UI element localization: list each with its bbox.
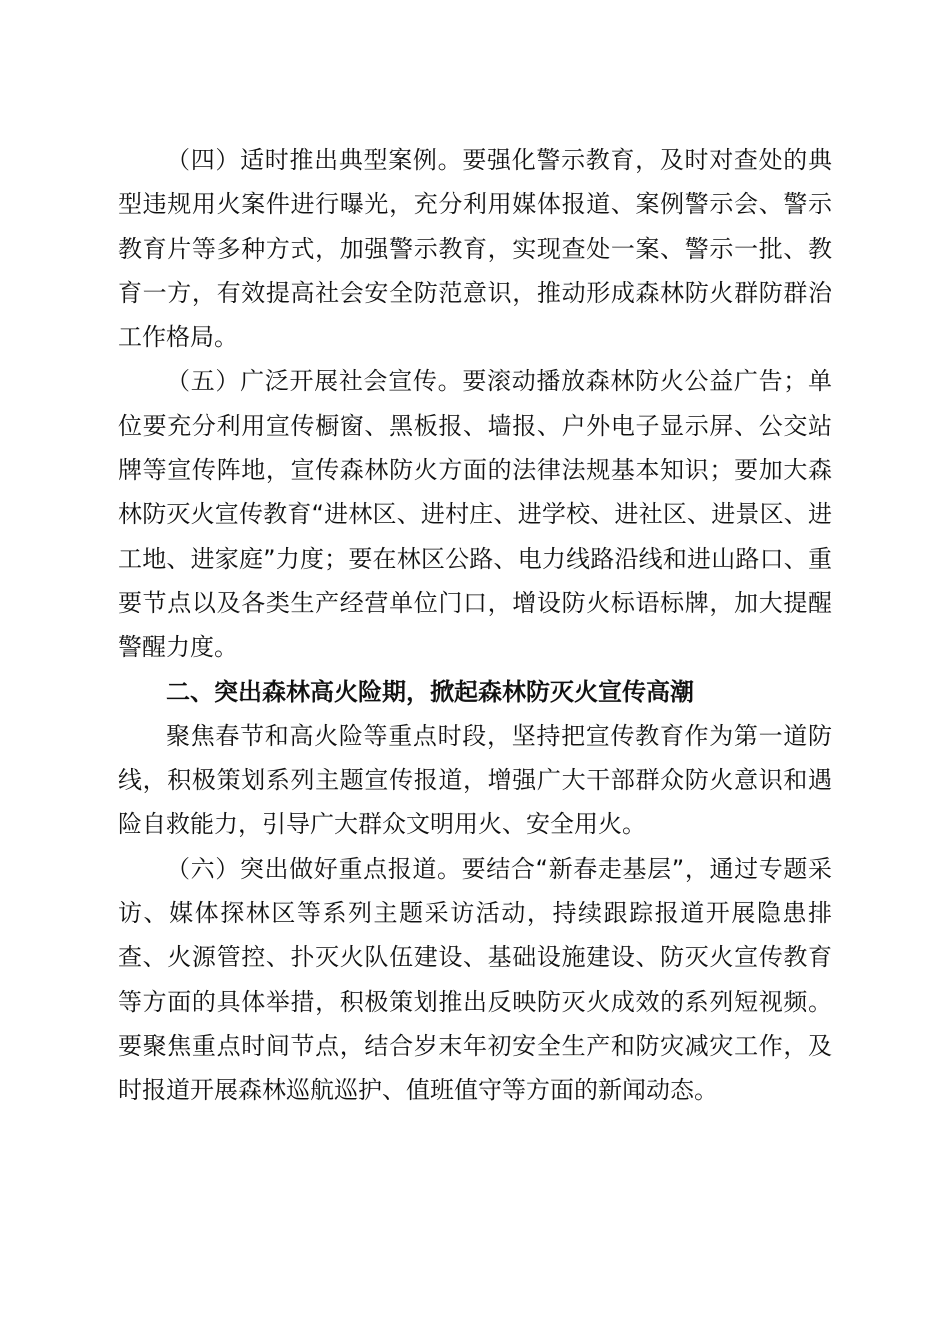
paragraph-four-lead: （四）适时推出典型案例。 (166, 146, 463, 174)
paragraph-four (118, 138, 832, 359)
section-heading: 二、突出森林高火险期，掀起森林防灭火宣传高潮 (166, 677, 694, 706)
paragraph-five-lead: （五）广泛开展社会宣传。 (166, 367, 463, 396)
paragraph-five-text: 要滚动播放森林防火公益广告；单位要充分利用宣传橱窗、黑板报、墙报、户外电子显示屏、公交站牌等宣传阵地，宣传森林防火方面的法律法规基本知识；要加大森林防灭火宣传教育“进林区、进村庄、进学校、进社区、进景区、进工地、进家庭”力度；要在林区公路、电力线路沿线和进山路口、重要节点以及各类生产经营单位门口，增设防火标语标牌，加大提醒警醒力度。 (118, 367, 833, 662)
paragraph-six-text: 要结合“新春走基层”，通过专题采访、媒体探林区等系列主题采访活动，持续跟踪报道开展隐患排查、火源管控、扑灭火队伍建设、基础设施建设、防灭火宣传教育等方面的具体举措，积极策划推出反映防灭火成效的系列短视频。要聚焦重点时间节点，结合岁末年初安全生产和防灾减灾工作，及时报道开展森林巡航巡护、值班值守等方面的新闻动态。 (118, 854, 833, 1105)
paragraph-six-lead: （六）突出做好重点报道。 (166, 854, 462, 883)
paragraph-five (118, 359, 832, 669)
paragraph-four-text: 要强化警示教育，及时对查处的典型违规用火案件进行曝光，充分利用媒体报道、案例警示会、警示教育片等多种方式，加强警示教育，实现查处一案、警示一批、教育一方，有效提高社会安全防范意识，推动形成森林防火群防群治工作格局。 (118, 146, 833, 352)
paragraph-six (118, 847, 832, 1113)
section-intro: 聚焦春节和高火险等重点时段，坚持把宣传教育作为第一道防线，积极策划系列主题宣传报道，增强广大干部群众防火意识和遇险自救能力，引导广大群众文明用火、安全用火。 (118, 721, 832, 839)
document-body (118, 138, 832, 1113)
